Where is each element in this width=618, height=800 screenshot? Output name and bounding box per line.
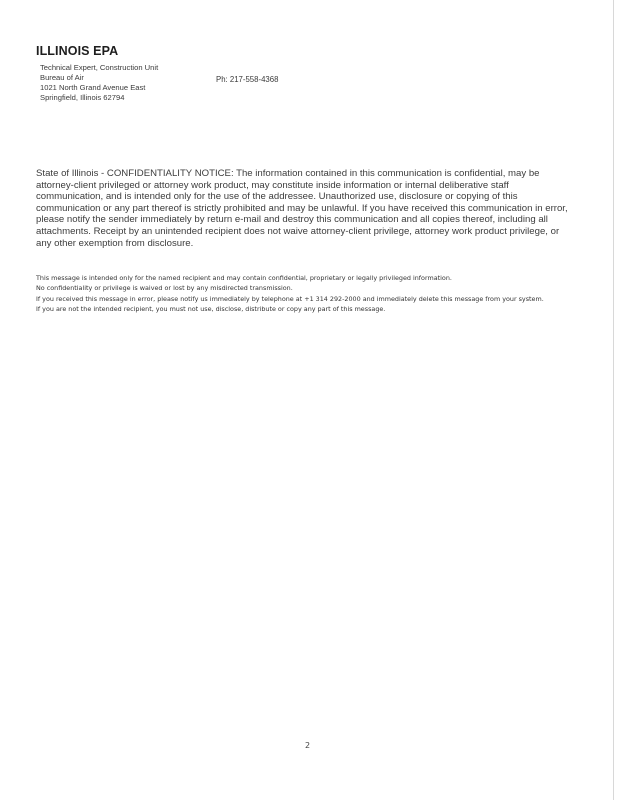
page-edge [613,0,614,800]
city-line: Springfield, Illinois 62794 [40,93,125,102]
contact-address-block [40,63,158,103]
organization-heading: ILLINOIS EPA [36,44,119,58]
unit-line: Technical Expert, Construction Unit [40,63,159,72]
disclaimer-line: If you are not the intended recipient, you must not use, disclose, distribute or copy any part of this message. [36,305,386,314]
phone-number: Ph: 217-558-4368 [216,75,279,84]
page-number: 2 [305,741,311,750]
disclaimer-line: If you received this message in error, please notify us immediately by telephone at +1 314 292-2000 and immediately delete this message from your system. [36,294,544,303]
disclaimer-line: This message is intended only for the named recipient and may contain confidential, proprietary or legally privileged information. [36,274,452,282]
email-disclaimer [36,273,576,315]
bureau-line: Bureau of Air [40,73,84,82]
disclaimer-line: No confidentiality or privilege is waived or lost by any misdirected transmission. [36,284,293,293]
confidentiality-notice: State of Illinois - CONFIDENTIALITY NOTICE: The information contained in this communication is confidential, may be attorney-client privileged or attorney work product, may constitute inside information or internal deliberative staff communication, and is intended only for the use of the addressee. Unauthorized use, disclosure or copying of this communication or any part thereof is strictly prohibited and may be unlawful. If you have received this communication in error, please notify the sender immediately by return e-mail and destroy this communication and all copies thereof, including all attachments. Receipt by an unintended recipient does not waive attorney-client privilege, attorney work product privilege, or any other exemption from disclosure. [36,168,568,249]
street-line: 1021 North Grand Avenue East [40,83,146,92]
